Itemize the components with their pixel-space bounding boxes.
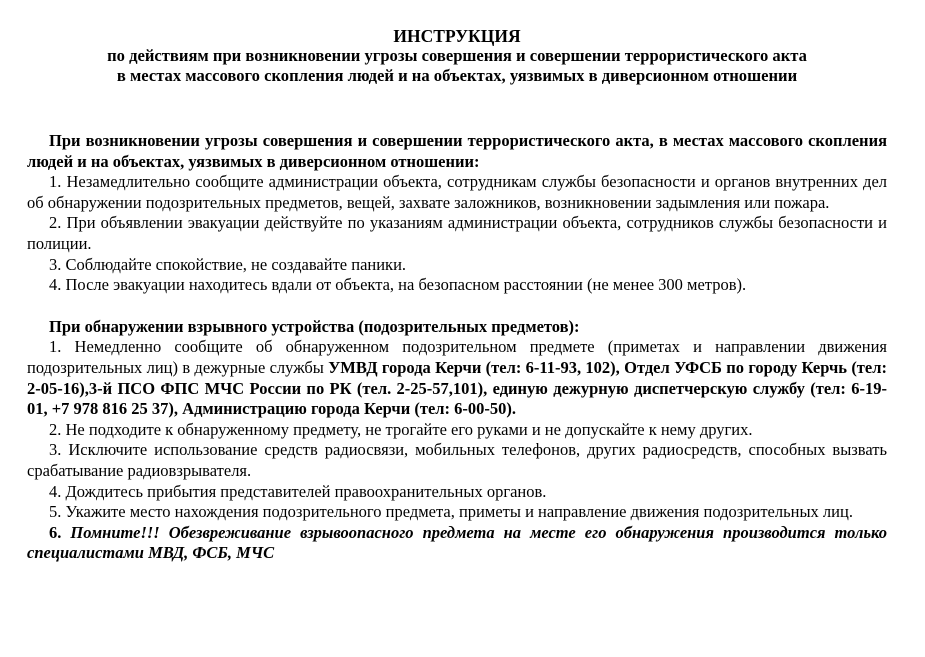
emergency-contacts: УМВД города Керчи (тел: 6-11-93, 102), Отдел УФСБ по городу Керчь (тел: 2-05-16),3-й ПСО ФПС МЧС России по РК (тел. 2-25-57,101), единую дежурную диспетчерскую службу (тел: 6-19-01, +7 978 816 25 37), Администрацию города Керчи (тел: 6-00-50).: [27, 357, 887, 419]
explosive-item-1-text: 1. Немедленно сообщите об обнаруженном подозрительном предмете (приметах и направлении движения подозрительных лиц) в дежурные службы: [27, 337, 887, 377]
section-threat-lead: При возникновении угрозы совершения и совершении террористического акта, в местах массового скопления людей и на объектах, уязвимых в диверсионном отношении:: [27, 131, 887, 171]
explosive-item-1: [27, 337, 887, 419]
threat-item-3: 3. Соблюдайте спокойствие, не создавайте паники.: [49, 254, 407, 274]
explosive-item-6: [27, 523, 887, 564]
header-subtitle-line-1: по действиям при возникновении угрозы совершения и совершении террористического акта: [107, 46, 807, 65]
threat-item-4: 4. После эвакуации находитесь вдали от объекта, на безопасном расстоянии (не менее 300 метров).: [49, 275, 747, 295]
section-explosive-lead: При обнаружении взрывного устройства (подозрительных предметов):: [49, 316, 580, 336]
header-subtitle-line-2: в местах массового скопления людей и на объектах, уязвимых в диверсионном отношении: [116, 66, 798, 85]
explosive-item-6-warning: Помните!!! Обезвреживание взрывоопасного предмета на месте его обнаружения производится только специалистами МВД, ФСБ, МЧС: [27, 522, 888, 563]
document-header: [27, 26, 887, 86]
explosive-item-3: 3. Исключите использование средств радиосвязи, мобильных телефонов, других радиосредств, способных вызвать срабатывание радиовзрывателя.: [27, 440, 887, 480]
threat-item-1: 1. Незамедлительно сообщите администрации объекта, сотрудникам службы безопасности и органов внутренних дел об обнаружении подозрительных предметов, вещей, захвате заложников, возникновении задымления или пожара.: [27, 172, 887, 212]
explosive-item-5: 5. Укажите место нахождения подозрительного предмета, приметы и направление движения подозрительных лиц.: [49, 502, 853, 522]
document-title: ИНСТРУКЦИЯ: [393, 26, 521, 46]
section-threat-actions: [27, 131, 887, 296]
explosive-item-4: 4. Дождитесь прибытия представителей правоохранительных органов.: [49, 481, 547, 501]
threat-item-2: 2. При объявлении эвакуации действуйте по указаниям администрации объекта, сотрудников службы безопасности и полиции.: [27, 213, 887, 253]
explosive-item-2: 2. Не подходите к обнаруженному предмету, не трогайте его руками и не допускайте к нему других.: [49, 419, 753, 439]
section-explosive-device: [27, 317, 887, 564]
explosive-item-6-number: 6.: [49, 522, 71, 542]
instruction-document: [27, 26, 887, 564]
